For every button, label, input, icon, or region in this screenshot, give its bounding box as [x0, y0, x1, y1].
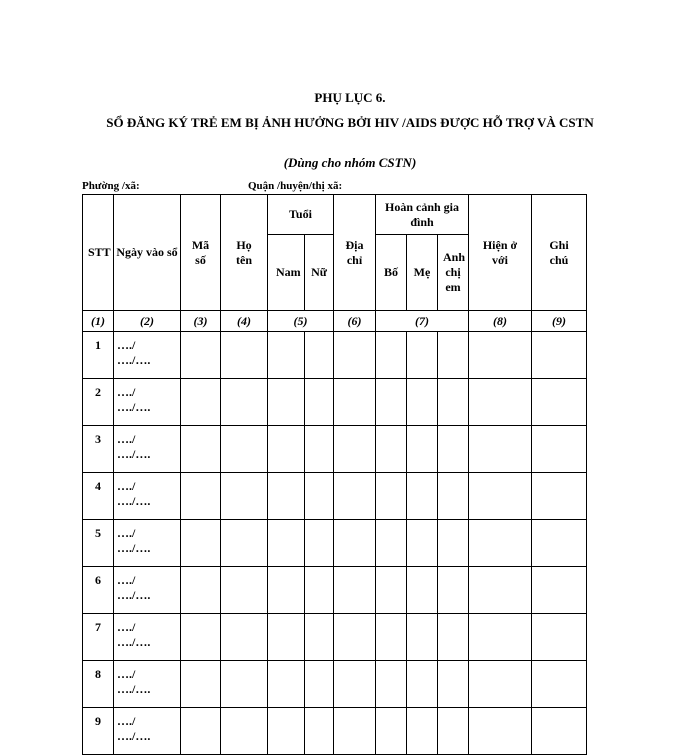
- row-siblings[interactable]: [438, 614, 469, 661]
- row-age-female[interactable]: [305, 708, 334, 755]
- row-living-with[interactable]: [469, 473, 532, 520]
- row-date-line: …./: [117, 479, 136, 493]
- row-date[interactable]: [114, 332, 181, 379]
- table-row: [83, 379, 587, 426]
- row-note[interactable]: [532, 426, 587, 473]
- row-age-male[interactable]: [268, 379, 305, 426]
- table-row: [83, 473, 587, 520]
- row-living-with[interactable]: [469, 332, 532, 379]
- header-row-1: [83, 195, 587, 235]
- row-age-female[interactable]: [305, 567, 334, 614]
- row-date-line: …./: [117, 620, 136, 634]
- row-siblings[interactable]: [438, 520, 469, 567]
- index-cell: (9): [532, 311, 587, 332]
- row-date-line: …./: [117, 338, 136, 352]
- row-siblings[interactable]: [438, 332, 469, 379]
- row-address[interactable]: [334, 708, 376, 755]
- ward-label: Phường /xã:: [82, 180, 140, 192]
- row-age-male[interactable]: [268, 332, 305, 379]
- row-address[interactable]: [334, 473, 376, 520]
- header-note: Ghi chú: [532, 195, 587, 311]
- row-code[interactable]: [181, 567, 221, 614]
- row-name[interactable]: [221, 520, 268, 567]
- row-age-female[interactable]: [305, 473, 334, 520]
- row-name[interactable]: [221, 379, 268, 426]
- row-address[interactable]: [334, 614, 376, 661]
- row-date-line: …./: [117, 667, 136, 681]
- row-living-with[interactable]: [469, 379, 532, 426]
- row-date-line: …./: [117, 526, 136, 540]
- row-date[interactable]: [114, 520, 181, 567]
- header-address: Địa chỉ: [334, 195, 376, 311]
- row-note[interactable]: [532, 473, 587, 520]
- table-row: [83, 567, 587, 614]
- table-row: [83, 708, 587, 755]
- row-stt: 6: [83, 567, 114, 614]
- row-date-line: …./: [117, 385, 136, 399]
- row-date-line: …./….: [117, 494, 151, 508]
- index-cell: (4): [221, 311, 268, 332]
- row-father[interactable]: [376, 520, 407, 567]
- row-father[interactable]: [376, 567, 407, 614]
- header-mother: Mẹ: [407, 235, 438, 311]
- table-row: [83, 520, 587, 567]
- row-address[interactable]: [334, 520, 376, 567]
- row-note[interactable]: [532, 520, 587, 567]
- header-name: Họ tên: [221, 195, 268, 311]
- row-note[interactable]: [532, 379, 587, 426]
- header-father: Bố: [376, 235, 407, 311]
- row-code[interactable]: [181, 708, 221, 755]
- row-mother[interactable]: [407, 661, 438, 708]
- row-living-with[interactable]: [469, 567, 532, 614]
- row-age-female[interactable]: [305, 379, 334, 426]
- row-code[interactable]: [181, 520, 221, 567]
- header-male: Nam: [268, 235, 305, 311]
- header-siblings: Anh chị em: [438, 235, 469, 311]
- row-living-with[interactable]: [469, 708, 532, 755]
- register-table: [82, 194, 587, 755]
- row-code[interactable]: [181, 332, 221, 379]
- row-date[interactable]: [114, 614, 181, 661]
- row-mother[interactable]: [407, 379, 438, 426]
- row-siblings[interactable]: [438, 708, 469, 755]
- row-mother[interactable]: [407, 332, 438, 379]
- appendix-heading: PHỤ LỤC 6.: [314, 90, 386, 105]
- index-cell: (1): [83, 311, 114, 332]
- row-address[interactable]: [334, 661, 376, 708]
- row-name[interactable]: [221, 332, 268, 379]
- column-index-row: [83, 311, 587, 332]
- row-date[interactable]: [114, 567, 181, 614]
- index-cell: (6): [334, 311, 376, 332]
- register-subtitle: (Dùng cho nhóm CSTN): [283, 155, 417, 170]
- row-mother[interactable]: [407, 614, 438, 661]
- row-address[interactable]: [334, 567, 376, 614]
- table-row: [83, 661, 587, 708]
- row-age-male[interactable]: [268, 473, 305, 520]
- row-date-line: …./….: [117, 353, 151, 367]
- register-title: SỔ ĐĂNG KÝ TRẺ EM BỊ ẢNH HƯỞNG BỞI HIV /AIDS ĐƯỢC HỖ TRỢ VÀ CSTN: [106, 115, 594, 130]
- row-mother[interactable]: [407, 473, 438, 520]
- row-name[interactable]: [221, 567, 268, 614]
- row-date[interactable]: [114, 473, 181, 520]
- row-date[interactable]: [114, 426, 181, 473]
- row-code[interactable]: [181, 379, 221, 426]
- row-date-line: …./….: [117, 400, 151, 414]
- row-age-male[interactable]: [268, 661, 305, 708]
- row-name[interactable]: [221, 708, 268, 755]
- row-age-female[interactable]: [305, 661, 334, 708]
- row-age-male[interactable]: [268, 708, 305, 755]
- header-stt: STT: [83, 195, 114, 311]
- row-age-male[interactable]: [268, 520, 305, 567]
- row-father[interactable]: [376, 614, 407, 661]
- row-stt: 9: [83, 708, 114, 755]
- row-note[interactable]: [532, 567, 587, 614]
- row-code[interactable]: [181, 661, 221, 708]
- row-father[interactable]: [376, 473, 407, 520]
- row-mother[interactable]: [407, 426, 438, 473]
- row-siblings[interactable]: [438, 661, 469, 708]
- index-cell: (8): [469, 311, 532, 332]
- row-stt: 7: [83, 614, 114, 661]
- row-father[interactable]: [376, 379, 407, 426]
- row-name[interactable]: [221, 473, 268, 520]
- row-date-line: …./: [117, 714, 136, 728]
- row-name[interactable]: [221, 426, 268, 473]
- table-row: [83, 614, 587, 661]
- row-date-line: …./: [117, 573, 136, 587]
- row-siblings[interactable]: [438, 567, 469, 614]
- row-mother[interactable]: [407, 567, 438, 614]
- row-father[interactable]: [376, 426, 407, 473]
- row-name[interactable]: [221, 614, 268, 661]
- row-father[interactable]: [376, 661, 407, 708]
- row-age-female[interactable]: [305, 520, 334, 567]
- header-code: Mã số: [181, 195, 221, 311]
- header-date: Ngày vào sổ: [114, 195, 181, 311]
- row-code[interactable]: [181, 614, 221, 661]
- row-address[interactable]: [334, 426, 376, 473]
- row-date[interactable]: [114, 708, 181, 755]
- row-name[interactable]: [221, 661, 268, 708]
- index-cell: (7): [376, 311, 469, 332]
- header-age: Tuổi: [268, 195, 334, 235]
- row-stt: 5: [83, 520, 114, 567]
- row-siblings[interactable]: [438, 426, 469, 473]
- row-date[interactable]: [114, 661, 181, 708]
- row-living-with[interactable]: [469, 426, 532, 473]
- row-date[interactable]: [114, 379, 181, 426]
- table-row: [83, 332, 587, 379]
- header-female: Nữ: [305, 235, 334, 311]
- row-date-line: …./….: [117, 447, 151, 461]
- row-date-line: …./….: [117, 541, 151, 555]
- row-note[interactable]: [532, 614, 587, 661]
- row-address[interactable]: [334, 379, 376, 426]
- row-mother[interactable]: [407, 708, 438, 755]
- row-date-line: …./: [117, 432, 136, 446]
- row-date-line: …./….: [117, 729, 151, 743]
- row-age-male[interactable]: [268, 426, 305, 473]
- row-siblings[interactable]: [438, 473, 469, 520]
- index-cell: (2): [114, 311, 181, 332]
- row-date-line: …./….: [117, 682, 151, 696]
- row-note[interactable]: [532, 661, 587, 708]
- row-date-line: …./….: [117, 635, 151, 649]
- header-family: Hoàn cảnh gia đình: [376, 195, 469, 235]
- row-stt: 2: [83, 379, 114, 426]
- row-note[interactable]: [532, 332, 587, 379]
- row-living-with[interactable]: [469, 661, 532, 708]
- row-age-female[interactable]: [305, 426, 334, 473]
- row-stt: 1: [83, 332, 114, 379]
- index-cell: (5): [268, 311, 334, 332]
- row-father[interactable]: [376, 708, 407, 755]
- row-age-female[interactable]: [305, 614, 334, 661]
- row-stt: 8: [83, 661, 114, 708]
- row-date-line: …./….: [117, 588, 151, 602]
- row-living-with[interactable]: [469, 614, 532, 661]
- header-living-with: Hiện ở với: [469, 195, 532, 311]
- index-cell: (3): [181, 311, 221, 332]
- row-age-male[interactable]: [268, 567, 305, 614]
- row-stt: 3: [83, 426, 114, 473]
- row-stt: 4: [83, 473, 114, 520]
- row-age-female[interactable]: [305, 332, 334, 379]
- row-note[interactable]: [532, 708, 587, 755]
- row-code[interactable]: [181, 426, 221, 473]
- table-row: [83, 426, 587, 473]
- row-address[interactable]: [334, 332, 376, 379]
- row-age-male[interactable]: [268, 614, 305, 661]
- row-siblings[interactable]: [438, 379, 469, 426]
- district-label: Quận /huyện/thị xã:: [248, 180, 343, 192]
- row-father[interactable]: [376, 332, 407, 379]
- row-living-with[interactable]: [469, 520, 532, 567]
- row-code[interactable]: [181, 473, 221, 520]
- row-mother[interactable]: [407, 520, 438, 567]
